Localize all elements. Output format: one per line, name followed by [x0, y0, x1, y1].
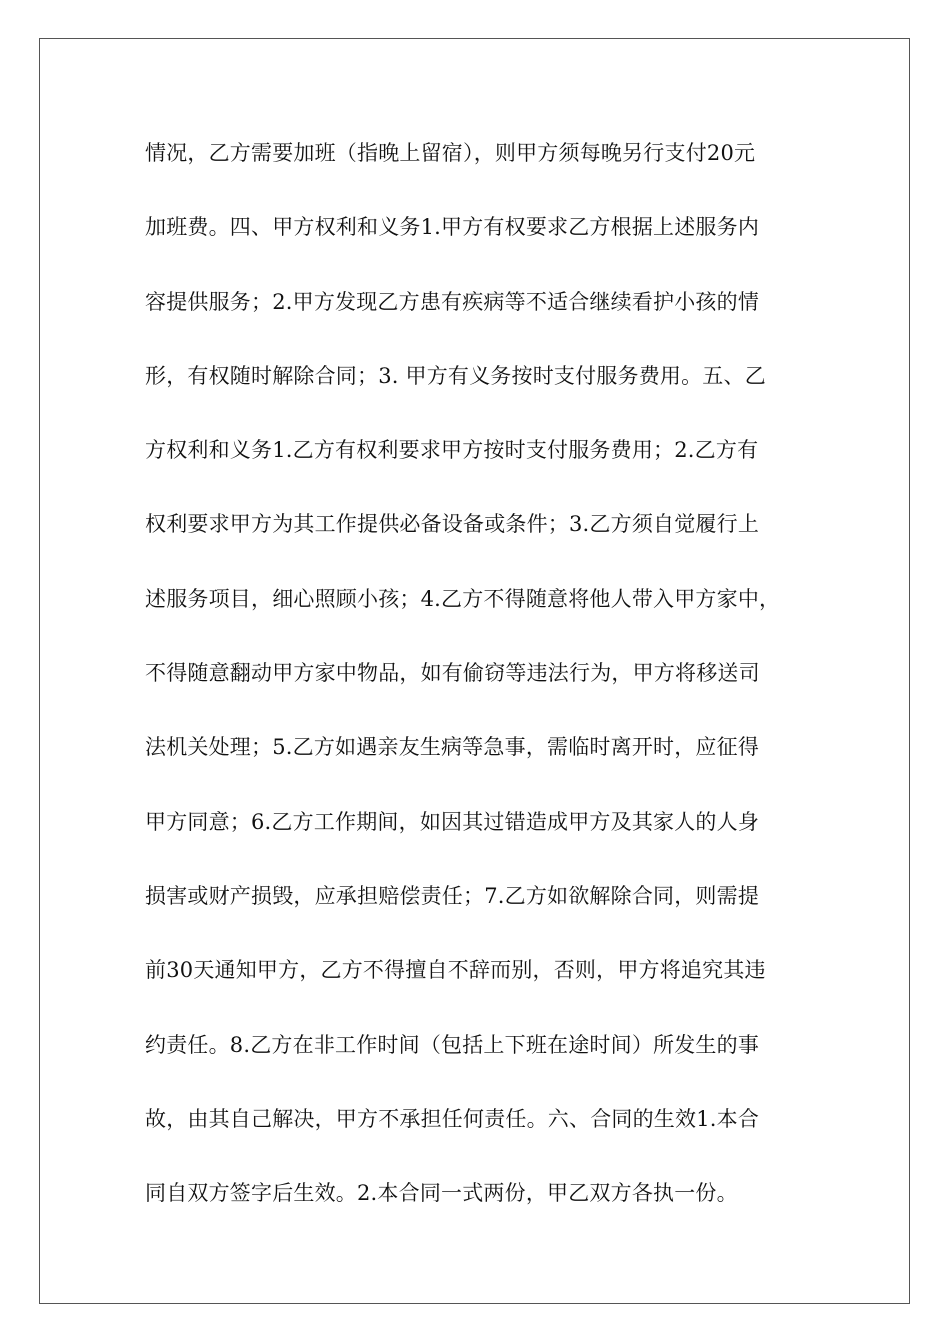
- text-line: 法机关处理；5.乙方如遇亲友生病等急事，需临时离开时，应征得: [145, 735, 760, 760]
- text-line: 形，有权随时解除合同；3. 甲方有义务按时支付服务费用。五、乙: [145, 363, 766, 388]
- text-line: 约责任。8.乙方在非工作时间（包括上下班在途时间）所发生的事: [145, 1032, 760, 1057]
- text-line: 方权利和义务1.乙方有权利要求甲方按时支付服务费用；2.乙方有: [145, 438, 759, 463]
- text-line: 前30天通知甲方，乙方不得擅自不辞而别，否则，甲方将追究其违: [145, 958, 766, 983]
- contract-body-text: [145, 129, 815, 1243]
- text-line: 同自双方签字后生效。2.本合同一式两份，甲乙双方各执一份。: [145, 1181, 738, 1206]
- text-line: 故，由其自己解决，甲方不承担任何责任。六、合同的生效1.本合: [145, 1106, 760, 1131]
- text-line: 容提供服务；2.甲方发现乙方患有疾病等不适合继续看护小孩的情: [145, 289, 760, 314]
- text-line: 加班费。四、甲方权利和义务1.甲方有权要求乙方根据上述服务内: [145, 215, 760, 240]
- text-line: 甲方同意；6.乙方工作期间，如因其过错造成甲方及其家人的人身: [145, 809, 760, 834]
- text-line: 述服务项目，细心照顾小孩；4.乙方不得随意将他人带入甲方家中，: [145, 586, 781, 611]
- text-line: 不得随意翻动甲方家中物品，如有偷窃等违法行为，甲方将移送司: [145, 661, 760, 686]
- text-line: 权利要求甲方为其工作提供必备设备或条件；3.乙方须自觉履行上: [145, 512, 760, 537]
- text-line: 损害或财产损毁，应承担赔偿责任；7.乙方如欲解除合同，则需提: [145, 883, 760, 908]
- text-line: 情况，乙方需要加班（指晚上留宿），则甲方须每晚另行支付20元: [145, 141, 756, 165]
